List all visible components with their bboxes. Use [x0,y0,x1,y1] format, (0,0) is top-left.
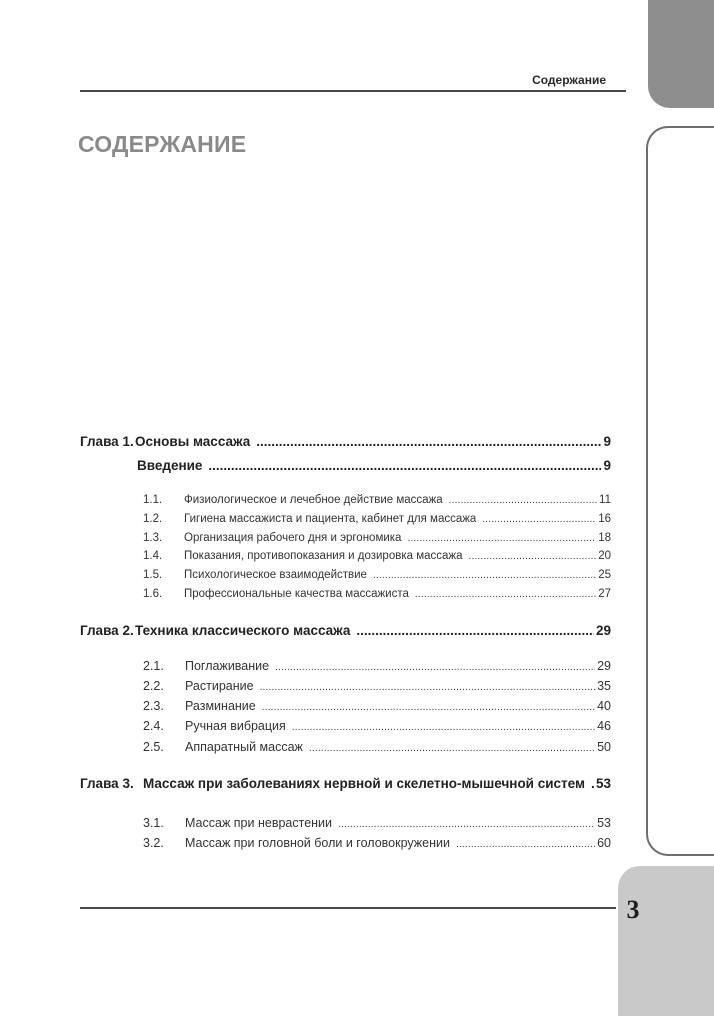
table-of-contents [80,434,611,856]
section-title: Массаж при неврастении [185,815,333,830]
chapter-title: Техника классического массажа [135,622,351,638]
dot-leader [591,776,594,791]
dot-leader [275,662,595,673]
section-number: 3.2. [143,835,164,850]
section-title: Разминание [185,699,256,714]
section-page: 40 [597,699,611,714]
section-page: 46 [597,719,611,734]
section-page: 29 [597,658,611,673]
section-title: Поглаживание [185,658,270,673]
chapter-title: Массаж при заболеваниях нервной и скелетно-мышечной систем [143,775,585,791]
toc-section[interactable] [80,679,611,699]
dot-leader [338,819,595,830]
section-title: Психологическое взаимодействие [184,569,367,582]
chapter-number: Глава 1. [80,434,134,449]
chapter-number: Глава 2. [80,622,134,638]
section-title: Физиологическое и лечебное действие массажа [184,494,443,506]
section-title: Аппаратный массаж [185,739,303,754]
intro-page: 9 [603,458,611,473]
dot-leader [309,743,595,754]
toc-section[interactable] [80,740,611,760]
chapter-page: 9 [603,434,611,449]
toc-section[interactable] [80,532,611,551]
section-page: 11 [599,494,611,506]
toc-section[interactable] [80,494,611,513]
dot-leader [456,839,595,850]
dot-leader [256,434,601,449]
intro-title: Введение [137,458,203,473]
page-title: СОДЕРЖАНИЕ [78,131,247,157]
thumb-tab-frame [646,126,714,856]
section-number: 1.1. [143,494,163,506]
page-number: 3 [626,895,640,924]
dot-leader [449,495,597,506]
toc-section[interactable] [80,550,611,569]
section-number: 1.5. [143,569,163,582]
dot-leader [208,458,601,473]
dot-leader [482,514,596,525]
section-title: Ручная вибрация [185,719,286,734]
toc-section[interactable] [80,816,611,836]
section-title: Показания, противопоказания и дозировка массажа [184,550,463,563]
section-title: Гигиена массажиста и пациента, кабинет для массажа [184,512,477,525]
toc-chapter-1[interactable] [80,434,611,458]
dot-leader [469,551,597,562]
section-page: 20 [598,550,611,563]
dot-leader [373,570,596,581]
section-page: 18 [598,531,611,544]
section-title: Профессиональные качества массажиста [184,587,409,600]
header-rule [80,90,626,92]
toc-chapter-2[interactable] [80,623,611,647]
section-number: 1.3. [143,531,163,544]
toc-section[interactable] [80,836,611,856]
section-page: 35 [597,678,611,693]
section-page: 60 [597,835,611,850]
section-number: 2.5. [143,739,164,754]
section-number: 1.2. [143,512,163,525]
toc-section[interactable] [80,588,611,607]
toc-section[interactable] [80,699,611,719]
toc-introduction[interactable] [80,458,611,482]
dot-leader [262,702,595,713]
section-number: 1.6. [143,587,163,600]
section-number: 2.1. [143,658,164,673]
page-number-tab [618,866,714,1016]
section-number: 2.4. [143,719,164,734]
section-page: 27 [598,587,611,600]
dot-leader [407,533,596,544]
chapter-number: Глава 3. [80,775,134,791]
section-title: Растирание [185,678,254,693]
toc-section[interactable] [80,513,611,532]
dot-leader [415,589,596,600]
running-header: Содержание [532,73,606,87]
chapter-page: 53 [595,775,611,791]
section-page: 50 [597,739,611,754]
section-number: 3.1. [143,815,164,830]
thumb-tab-top [648,0,714,108]
chapter-page: 29 [595,622,611,638]
chapter-title: Основы массажа [135,434,251,449]
dot-leader [292,722,595,733]
footer-rule [80,907,616,909]
toc-chapter-3[interactable] [80,776,611,800]
toc-section[interactable] [80,659,611,679]
section-title: Массаж при головной боли и головокружении [185,835,450,850]
section-page: 25 [598,569,611,582]
section-number: 2.2. [143,678,164,693]
dot-leader [260,682,596,693]
toc-section[interactable] [80,719,611,739]
section-page: 16 [598,512,611,525]
section-title: Организация рабочего дня и эргономика [184,531,402,544]
toc-section[interactable] [80,569,611,588]
dot-leader [356,623,594,638]
section-number: 1.4. [143,550,163,563]
section-page: 53 [597,815,611,830]
section-number: 2.3. [143,699,164,714]
